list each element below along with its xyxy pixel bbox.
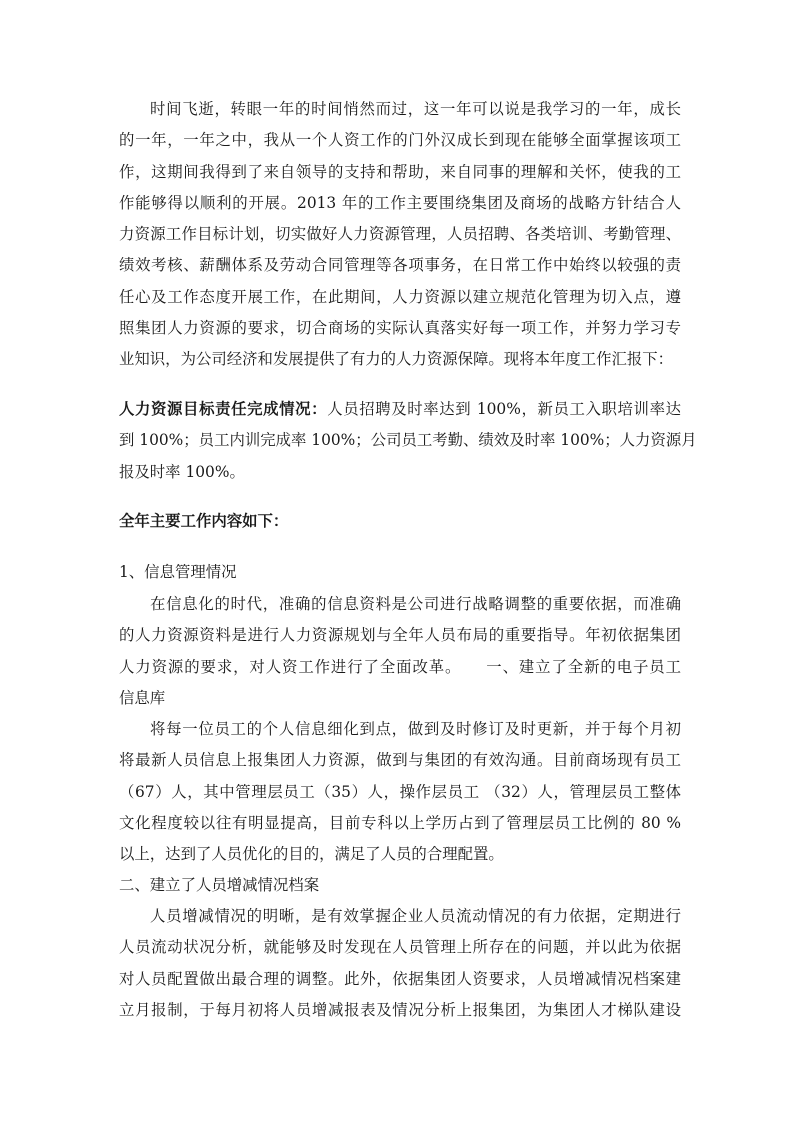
text-line [119,745,681,776]
paragraph-section2-title [119,870,681,901]
line-text: 照集团人力资源的要求，切合商场的实际认真落实好每一项工作，并努力学习专 [119,319,681,338]
text-line [119,94,681,125]
text-line [119,457,681,488]
text-line [119,394,681,425]
text-line [119,125,681,156]
line-text: （67）人，其中管理层员工（35）人，操作层员工 （32）人，管理层员工整体 [119,782,681,801]
text-line [119,652,681,683]
line-text: 人员流动状况分析，就能够及时发现在人员管理上所存在的问题，并以此为依据 [119,938,681,957]
text-line [119,344,681,375]
text-line [119,870,681,901]
bold-heading: 人力资源目标责任完成情况： [119,400,328,418]
text-line [119,157,681,188]
line-text: 人员增减情况的明晰，是有效掌握企业人员流动情况的有力依据，定期进行 [150,907,681,925]
line-text: 1、信息管理情况 [119,563,237,581]
paragraph-work-heading [119,506,681,537]
text-line [119,219,681,250]
text-line [119,313,681,344]
text-line [119,589,681,620]
text-line [119,683,681,714]
line-text: 任心及工作态度开展工作，在此期间，人力资源以建立规范化管理为切入点，遵 [119,287,681,306]
paragraph-targets [119,394,697,488]
text-line [119,932,681,963]
line-text: 的一年，一年之中，我从一个人资工作的门外汉成长到现在能够全面掌握该项工 [119,131,681,150]
paragraph-section1-title [119,557,681,588]
line-text: 文化程度较以往有明显提高，目前专科以上学历占到了管理层员工比例的 80 % [119,813,681,832]
paragraph-section1-database [119,714,681,870]
line-text: 将最新人员信息上报集团人力资源，做到与集团的有效沟通。目前商场现有员工 [119,751,681,770]
paragraph-section2-body [119,901,681,1026]
text-line [119,901,681,932]
line-text: 立月报制，于每月初将人员增减报表及情况分析上报集团，为集团人才梯队建设 [119,1000,681,1019]
text-line [119,995,681,1026]
text-line [119,425,697,456]
line-text: 信息库 [119,688,166,707]
line-text: 人员招聘及时率达到 100%，新员工入职培训率达 [327,400,681,418]
text-line [119,188,681,219]
line-text: 对人员配置做出最合理的调整。此外，依据集团人资要求，人员增减情况档案建 [119,969,681,988]
paragraph-intro [119,94,681,376]
text-line [119,506,681,537]
text-line [119,808,681,839]
line-text: 人力资源的要求，对人资工作进行了全面改革。 一、建立了全新的电子员工 [119,657,681,676]
line-text: 作，这期间我得到了来自领导的支持和帮助，来自同事的理解和关怀，使我的工 [119,162,681,181]
text-line [119,250,681,281]
line-text: 作能够得以顺利的开展。2013 年的工作主要围绕集团及商场的战略方针结合人 [119,193,681,212]
line-text: 绩效考核、薪酬体系及劳动合同管理等各项事务，在日常工作中始终以较强的责 [119,256,681,275]
text-line [119,282,681,313]
text-line [119,839,681,870]
line-text: 业知识，为公司经济和发展提供了有力的人力资源保障。现将本年度工作汇报下： [119,350,674,369]
line-text: 报及时率 100%。 [119,462,245,481]
paragraph-section1-body [119,589,681,714]
text-line [119,714,681,745]
text-line [119,964,681,995]
line-text: 以上，达到了人员优化的目的，满足了人员的合理配置。 [119,845,504,864]
line-text: 的人力资源资料是进行人力资源规划与全年人员布局的重要指导。年初依据集团 [119,626,681,645]
text-line [119,557,681,588]
line-text: 在信息化的时代，准确的信息资料是公司进行战略调整的重要依据，而准确 [150,595,681,613]
line-text: 力资源工作目标计划，切实做好人力资源管理，人员招聘、各类培训、考勤管理、 [119,225,681,244]
text-line [119,777,681,808]
line-text: 二、建立了人员增减情况档案 [119,876,320,894]
line-text: 到 100%；员工内训完成率 100%；公司员工考勤、绩效及时率 100%；人力资源月 [119,431,697,450]
line-text: 时间飞逝，转眼一年的时间悄然而过，这一年可以说是我学习的一年，成长 [150,100,681,118]
line-text: 将每一位员工的个人信息细化到点，做到及时修订及时更新，并于每个月初 [150,720,681,738]
text-line [119,620,681,651]
bold-heading: 全年主要工作内容如下： [119,512,289,530]
